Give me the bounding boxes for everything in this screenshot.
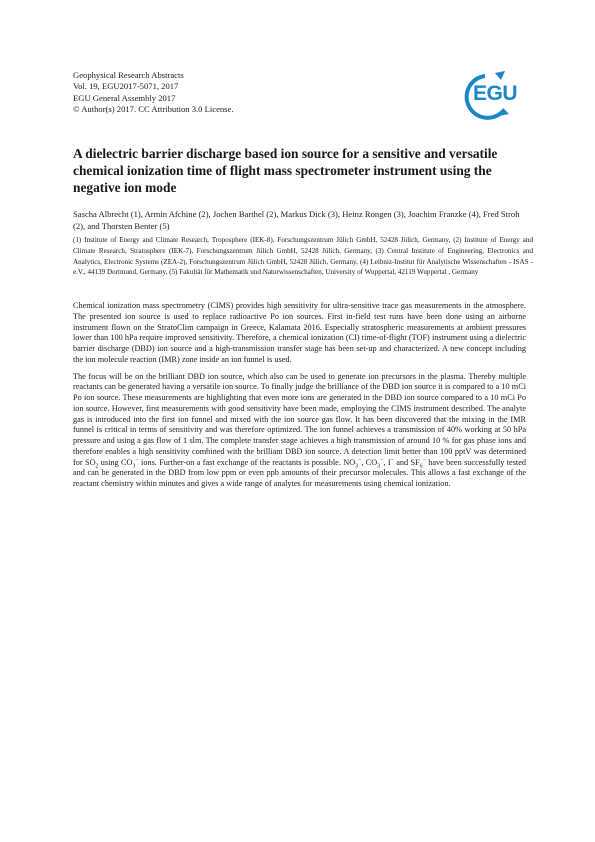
affiliations: (1) Institute of Energy and Climate Research, Troposphere (IEK-8), Forschungszentrum Jülich GmbH, 52428 Jülich, Germany, (2) Institute of Energy and Climate Research, Stratosphere (IEK-7), Forschungszentrum Jülich GmbH, 52428 Jülich, Germany, (3) Central Institute of Engineering, Electronics and Analytics, Electronic Systems (ZEA-2), Forschungszentrum Jülich GmbH, 52428 Jülich, Germany, (4) Leibniz-Institut für Analytische Wissenschaften - ISAS - e.V., 44139 Dortmund, Germany, (5) Fakultät für Mathematik und Naturwissenschaften, University of Wuppertal, 42119 Wuppertal , Germany bbox=[73, 236, 533, 277]
egu-logo bbox=[455, 70, 523, 122]
iodide-superscript: − bbox=[390, 456, 394, 463]
journal-name: Geophysical Research Abstracts bbox=[73, 70, 184, 80]
sf6-superscript: − bbox=[422, 456, 426, 463]
paper-title: A dielectric barrier discharge based ion source for a sensitive and versatile chemical ionization time of flight mass spectrometer instrument using the negative ion mode bbox=[73, 146, 498, 195]
so2-subscript: 2 bbox=[95, 463, 99, 470]
no3-subscript: 3 bbox=[355, 463, 359, 470]
egu-logo-text: EGU bbox=[473, 82, 518, 105]
p2-text-2: using CO bbox=[98, 457, 133, 467]
sf6-subscript: 6 bbox=[419, 463, 423, 470]
p2-text-1: The focus will be on the brilliant DBD ion source, which also can be used to generate ion precursors in the plasma. Thereby multiple reactants can be generated having a versatile ion source. To finally judge the brilliance of the DBD ion source it is compared to a 10 mCi Po ion source. These measurements are highlighting that even more ions are generated in the DBD ion source compared to a 10 mCi Po ion source. However, first measurements with good sensitivity have been made, employing the CIMS instrument described. The analyte gas is introduced into the first ion funnel and mixed with the ion source gas flow. It has been discovered that the mixing in the IMR funnel is critical in terms of sensitivity and was therefore optimized. The ion funnel achieves a transmission of 40% working at 50 hPa pressure and using a gas flow of 1 slm. The complete transfer stage achieves a high transmission of around 10 % for gas phase ions and therefore enables a high sensitivity combined with the brilliant DBD ion source. A detection limit better than 100 pptV was determined for SO bbox=[73, 371, 526, 467]
abstract-paragraph-1: Chemical ionization mass spectrometry (CIMS) provides high sensitivity for ultra-sensitive trace gas measurements in the atmosphere. The presented ion source is used to replace radioactive Po ion sources. First in-field test runs have been done using an airborne instrument flown on the StratoClim campaign in Greece, Kalamata 2016. Especially stratospheric measurements at ambient pressures lower than 100 hPa require improved sensitivity. Therefore, a chemical ionization (CI) time-of-flight (TOF) instrument using a dielectric barrier discharge (DBD) ion source and a high-transmission transfer stage has been set-up and characterized. A new concept including the ion molecule reaction (IMR) zone inside an ion funnel is used. bbox=[73, 301, 526, 364]
copyright-notice: © Author(s) 2017. CC Attribution 3.0 License. bbox=[73, 104, 234, 115]
p2-text-6: and SF bbox=[393, 457, 420, 467]
author-list: Sascha Albrecht (1), Armin Afchine (2), Jochen Barthel (2), Markus Dick (3), Heinz Rongen (3), Joachim Franzke (4), Fred Stroh (2), and Thorsten Benter (5) bbox=[73, 209, 520, 231]
p2-text-4: , CO bbox=[361, 457, 378, 467]
co3b-subscript: 3 bbox=[377, 463, 381, 470]
no3-superscript: − bbox=[358, 456, 362, 463]
journal-header bbox=[73, 70, 333, 116]
p2-text-5: , I bbox=[383, 457, 391, 467]
assembly-info: EGU General Assembly 2017 bbox=[73, 92, 176, 103]
co3-superscript: − bbox=[135, 456, 139, 463]
abstract-body bbox=[73, 301, 526, 496]
abstract-paragraph-2 bbox=[73, 372, 526, 490]
co3-subscript: 3 bbox=[132, 463, 136, 470]
co3b-superscript: − bbox=[380, 456, 384, 463]
volume-info: Vol. 19, EGU2017-5071, 2017 bbox=[73, 81, 179, 92]
p2-text-3: ions. Further-on a fast exchange of the reactants is possible. NO bbox=[138, 457, 356, 467]
p2-text-7: have been successfully tested and can be generated in the DBD from low ppm or even ppb amounts of their precursor molecules. This allows a fast exchange of the reactant chemistry within minutes and gives a wide range of analytes for measurements using chemical ionization. bbox=[73, 457, 527, 488]
